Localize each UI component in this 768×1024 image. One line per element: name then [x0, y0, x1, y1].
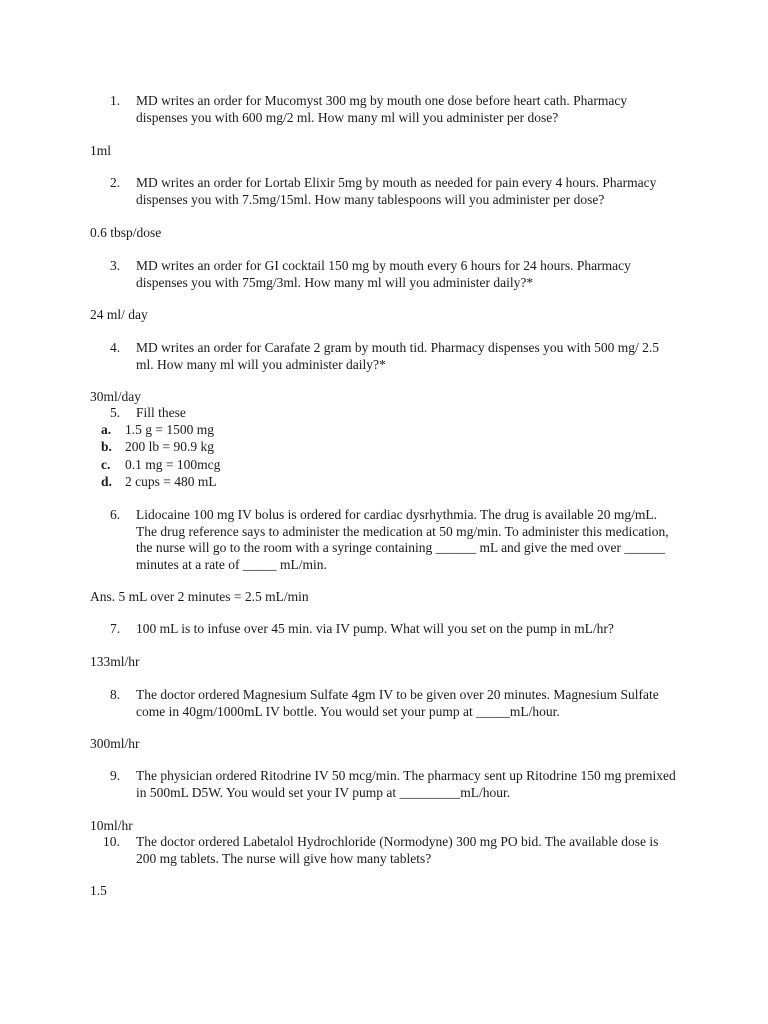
fill-letter: a. [101, 422, 112, 437]
question-number: 7. [110, 621, 121, 636]
question-text: MD writes an order for Lortab Elixir 5mg by mouth as needed for pain every 4 hours. Pharmacy dispenses you with 7.5mg/15ml. How many tablespoons will you administer per dose? [136, 175, 657, 207]
answer-text: 10ml/hr [90, 818, 133, 833]
question-number: 2. [110, 175, 121, 190]
fill-letter: b. [101, 439, 112, 454]
answer-text: 1ml [90, 143, 112, 158]
question-number: 3. [110, 258, 121, 273]
answer-text: 133ml/hr [90, 654, 140, 669]
question-text: The physician ordered Ritodrine IV 50 mcg/min. The pharmacy sent up Ritodrine 150 mg premixed in 500mL D5W. You would set your IV pump at _________mL/hour. [136, 768, 676, 800]
question-number: 4. [110, 340, 121, 355]
question-number: 9. [110, 768, 121, 783]
question-number: 1. [110, 93, 121, 108]
question-text: MD writes an order for Carafate 2 gram by mouth tid. Pharmacy dispenses you with 500 mg/ 2.5 ml. How many ml will you administer daily?* [136, 340, 660, 372]
question-text: 100 mL is to infuse over 45 min. via IV pump. What will you set on the pump in mL/hr? [136, 621, 614, 636]
question-text: The doctor ordered Magnesium Sulfate 4gm IV to be given over 20 minutes. Magnesium Sulfate come in 40gm/1000mL IV bottle. You would set your pump at _____mL/hour. [136, 687, 659, 719]
question-number: 5. [110, 405, 121, 420]
fill-text: 0.1 mg = 100mcg [125, 457, 221, 472]
fill-letter: c. [101, 457, 111, 472]
answer-text: Ans. 5 mL over 2 minutes = 2.5 mL/min [90, 589, 309, 604]
fill-letter: d. [101, 474, 112, 489]
answer-text: 24 ml/ day [90, 307, 148, 322]
answer-text: 0.6 tbsp/dose [90, 225, 162, 240]
question-text: The doctor ordered Labetalol Hydrochloride (Normodyne) 300 mg PO bid. The available dose is 200 mg tablets. The nurse will give how many tablets? [136, 834, 659, 866]
question-number: 6. [110, 507, 121, 522]
question-text: Fill these [136, 405, 186, 420]
question-text: MD writes an order for GI cocktail 150 mg by mouth every 6 hours for 24 hours. Pharmacy dispenses you with 75mg/3ml. How many ml will you administer daily?* [136, 258, 631, 290]
question-text: Lidocaine 100 mg IV bolus is ordered for cardiac dysrhythmia. The drug is available 20 mg/mL. The drug reference says to administer the medication at 50 mg/min. To administer this medication, the nurse will go to the room with a syringe containing ______ mL and give the med over ______ minutes at a rate of _____ mL/min. [136, 507, 669, 572]
question-number: 10. [103, 834, 120, 849]
fill-text: 2 cups = 480 mL [125, 474, 217, 489]
answer-text: 30ml/day [90, 389, 141, 404]
question-number: 8. [110, 687, 121, 702]
question-text: MD writes an order for Mucomyst 300 mg by mouth one dose before heart cath. Pharmacy dispenses you with 600 mg/2 ml. How many ml will you administer per dose? [136, 93, 628, 125]
fill-text: 200 lb = 90.9 kg [125, 439, 214, 454]
answer-text: 300ml/hr [90, 736, 140, 751]
fill-text: 1.5 g = 1500 mg [125, 422, 214, 437]
answer-text: 1.5 [90, 883, 107, 898]
